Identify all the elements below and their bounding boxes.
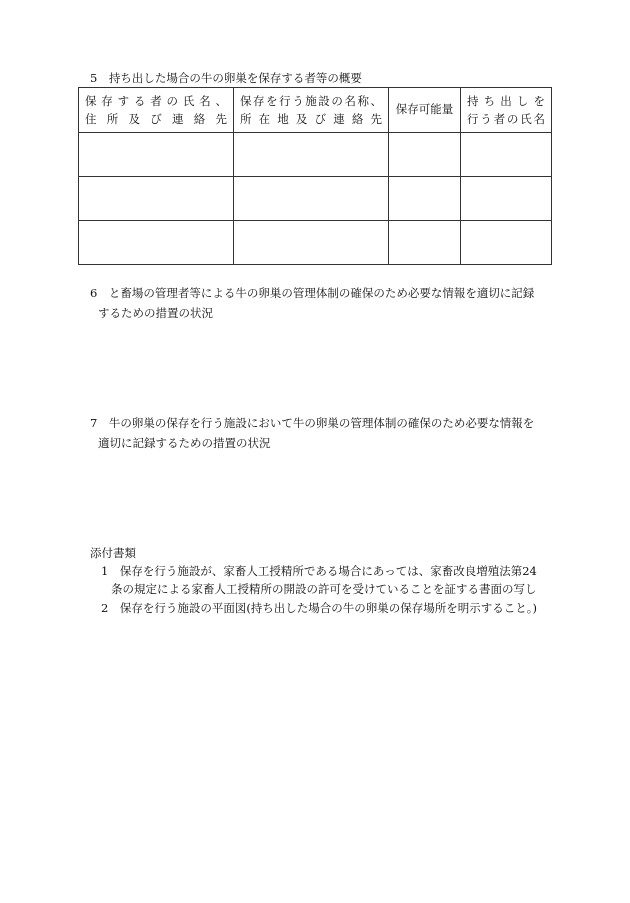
header-storage-capacity <box>389 88 461 133</box>
table-cell[interactable] <box>461 177 552 221</box>
table-cell[interactable] <box>461 221 552 265</box>
section-7-heading-line2: 適切に記録するための措置の状況 <box>98 436 271 450</box>
header-facility-name-location <box>234 88 389 133</box>
table-cell[interactable] <box>461 133 552 177</box>
header-line: 持ち出しを <box>467 94 545 108</box>
header-line: 保存を行う施設の名称、 <box>240 94 382 108</box>
table-row <box>79 221 552 265</box>
table-cell[interactable] <box>234 133 389 177</box>
header-storer-name-address <box>79 88 234 133</box>
table-cell[interactable] <box>389 133 461 177</box>
section-6-heading-line1: 6 と畜場の管理者等による牛の卵巣の管理体制の確保のため必要な情報を適切に記録 <box>90 286 535 300</box>
header-line: 行う者の氏名 <box>467 112 545 126</box>
attachment-item-1-line1: 1 保存を行う施設が、家畜人工授精所である場合にあっては、家畜改良増殖法第24 <box>101 564 537 578</box>
header-line: 所在地及び連絡先 <box>240 112 382 126</box>
section-6-heading-line2: するための措置の状況 <box>98 306 213 320</box>
section-7-heading-line1: 7 牛の卵巣の保存を行う施設において牛の卵巣の管理体制の確保のため必要な情報を <box>90 416 535 430</box>
attachment-item-2: 2 保存を行う施設の平面図(持ち出した場合の牛の卵巣の保存場所を明示すること。) <box>101 601 538 615</box>
header-line: 住所及び連絡先 <box>85 112 227 126</box>
storage-overview-table <box>78 87 552 265</box>
table-cell[interactable] <box>234 177 389 221</box>
header-line: 保存可能量 <box>395 102 454 117</box>
attachments-heading: 添付書類 <box>90 546 136 560</box>
table-cell[interactable] <box>389 221 461 265</box>
table-row <box>79 133 552 177</box>
attachment-item-1-line2: 条の規定による家畜人工授精所の開設の許可を受けていることを証する書面の写し <box>111 582 537 596</box>
header-carrier-name <box>461 88 552 133</box>
table-cell[interactable] <box>234 221 389 265</box>
table-header-row <box>79 88 552 133</box>
table-cell[interactable] <box>389 177 461 221</box>
table-cell[interactable] <box>79 177 234 221</box>
section-5-heading: 5 持ち出した場合の牛の卵巣を保存する者等の概要 <box>90 71 362 85</box>
table-row <box>79 177 552 221</box>
table-cell[interactable] <box>79 133 234 177</box>
header-line: 保存する者の氏名、 <box>85 94 227 108</box>
table-cell[interactable] <box>79 221 234 265</box>
